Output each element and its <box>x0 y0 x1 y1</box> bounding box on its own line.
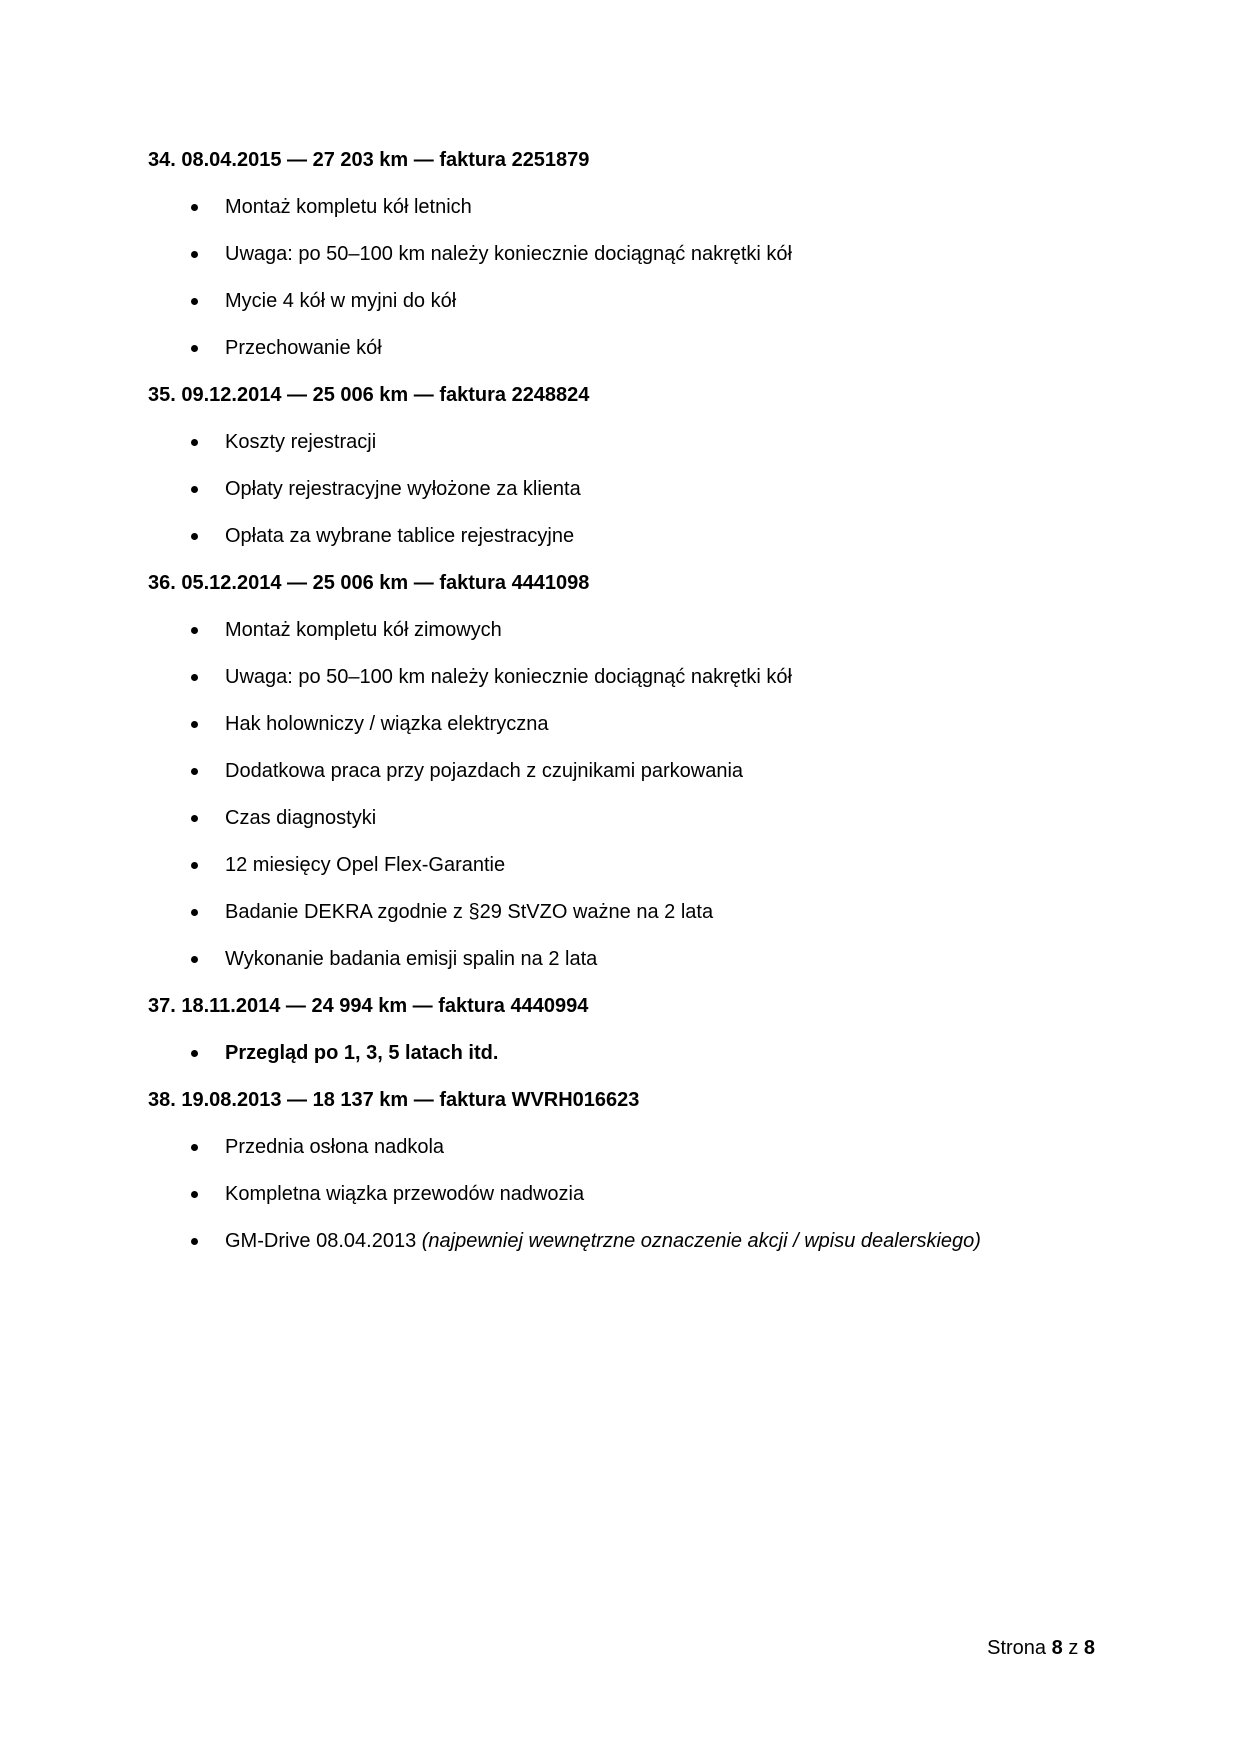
list-item <box>148 663 1108 691</box>
bullet-icon <box>191 251 198 258</box>
list-item <box>148 240 1108 268</box>
list-item <box>148 804 1108 832</box>
list-item <box>148 851 1108 879</box>
list-item-text: Montaż kompletu kół letnich <box>225 196 472 218</box>
list-item <box>148 945 1108 973</box>
list-item-text: Badanie DEKRA zgodnie z §29 StVZO ważne na 2 lata <box>225 901 714 923</box>
footer-total-pages: 8 <box>1083 1637 1095 1659</box>
footer-prefix: Strona <box>987 1637 1047 1659</box>
footer-separator: z <box>1068 1637 1079 1659</box>
list-item <box>148 1133 1108 1161</box>
entry-items <box>148 1133 1108 1255</box>
list-item <box>148 334 1108 362</box>
list-item <box>148 898 1108 926</box>
list-item-text: Czas diagnostyki <box>225 807 377 829</box>
entry-heading: 36. 05.12.2014 — 25 006 km — faktura 4441098 <box>148 572 590 594</box>
entry-items <box>148 616 1108 973</box>
service-history-list <box>148 146 1108 1274</box>
list-item-text: Przednia osłona nadkola <box>225 1136 445 1158</box>
entry-heading: 34. 08.04.2015 — 27 203 km — faktura 2251879 <box>148 149 590 171</box>
list-item-text: Opłata za wybrane tablice rejestracyjne <box>225 525 575 547</box>
bullet-icon <box>191 439 198 446</box>
list-item-text: Przechowanie kół <box>225 337 382 359</box>
bullet-icon <box>191 768 198 775</box>
list-item <box>148 1039 1108 1067</box>
bullet-icon <box>191 956 198 963</box>
bullet-icon <box>191 1238 198 1245</box>
entry-heading: 38. 19.08.2013 — 18 137 km — faktura WVRH016623 <box>148 1089 640 1111</box>
list-item-text: Koszty rejestracji <box>225 431 377 453</box>
list-item-text: Przegląd po 1, 3, 5 latach itd. <box>225 1042 499 1064</box>
bullet-icon <box>191 627 198 634</box>
list-item <box>148 428 1108 456</box>
list-item-text: Montaż kompletu kół zimowych <box>225 619 502 641</box>
list-item <box>148 287 1108 315</box>
bullet-icon <box>191 1144 198 1151</box>
bullet-icon <box>191 1050 198 1057</box>
bullet-icon <box>191 815 198 822</box>
list-item-text: Wykonanie badania emisji spalin na 2 lata <box>225 948 598 970</box>
entry-heading: 37. 18.11.2014 — 24 994 km — faktura 4440994 <box>148 995 589 1017</box>
list-item-text: Kompletna wiązka przewodów nadwozia <box>225 1183 585 1205</box>
bullet-icon <box>191 486 198 493</box>
bullet-icon <box>191 909 198 916</box>
list-item-text: Uwaga: po 50–100 km należy koniecznie dociągnąć nakrętki kół <box>225 666 793 688</box>
list-item-text: Hak holowniczy / wiązka elektryczna <box>225 713 549 735</box>
list-item <box>148 193 1108 221</box>
list-item <box>148 1227 1108 1255</box>
list-item <box>148 475 1108 503</box>
list-item <box>148 757 1108 785</box>
page-footer <box>987 1634 1095 1662</box>
bullet-icon <box>191 298 198 305</box>
list-item-text: Mycie 4 kół w myjni do kół <box>225 290 457 312</box>
list-item-text: 12 miesięcy Opel Flex-Garantie <box>225 854 506 876</box>
list-item-text: Dodatkowa praca przy pojazdach z czujnikami parkowania <box>225 760 744 782</box>
list-item <box>148 522 1108 550</box>
bullet-icon <box>191 345 198 352</box>
list-item-text: Opłaty rejestracyjne wyłożone za klienta <box>225 478 581 500</box>
entry-items <box>148 193 1108 362</box>
bullet-icon <box>191 721 198 728</box>
entry-items <box>148 428 1108 550</box>
bullet-icon <box>191 533 198 540</box>
entry-heading: 35. 09.12.2014 — 25 006 km — faktura 2248824 <box>148 384 590 406</box>
bullet-icon <box>191 204 198 211</box>
bullet-icon <box>191 674 198 681</box>
footer-current-page: 8 <box>1051 1637 1063 1659</box>
bullet-icon <box>191 862 198 869</box>
list-item-note: (najpewniej wewnętrzne oznaczenie akcji / wpisu dealerskiego) <box>421 1230 981 1252</box>
list-item <box>148 710 1108 738</box>
list-item <box>148 616 1108 644</box>
entry-items <box>148 1039 1108 1067</box>
list-item-text: Uwaga: po 50–100 km należy koniecznie dociągnąć nakrętki kół <box>225 243 793 265</box>
bullet-icon <box>191 1191 198 1198</box>
list-item <box>148 1180 1108 1208</box>
list-item-text: GM-Drive 08.04.2013 <box>225 1230 417 1252</box>
